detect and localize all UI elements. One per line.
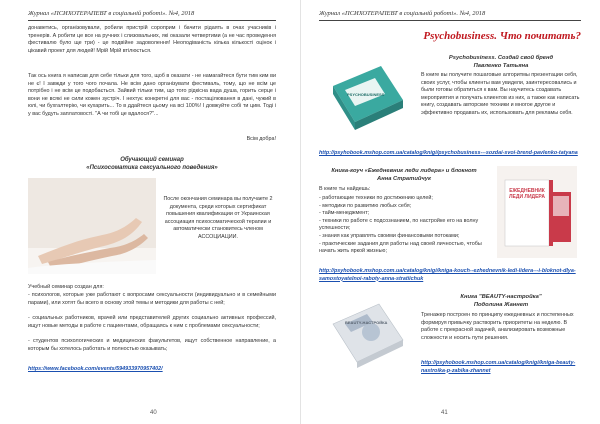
section-title: Psychobusiness. Что почитать? [423,30,581,42]
book3-author: Подолина Жаннет [473,302,529,308]
book2-feature-item: - работающие техники по достижению целей; [319,195,433,201]
facebook-event-link[interactable]: https://www.facebook.com/events/594933970957402/ [28,366,163,372]
right-header-rule [319,20,581,21]
book3-description: Тренажер построен по принципу ежедневных и постепенных формируя привычку растворить приоритеты на неделю. В работе с прекрасной задачей, анализировать возможные сложности и носить пути решения. [421,312,574,341]
left-intro-text-2: Так ось книга я написав для себе тільки для того, щоб в оказати - не намагайтеся бути тим ким ви не є! І завжди у того чого почала. Не всім дано організувати фестиваль, тому, що не всім це потрібно і не всім це подобається. Зайвий тільки тим, що того рідкісна вада душа, горить серце і вони не всякі не сили кожен зустріч. І нехтує конкретні для вас - постацілювання в дані, чужий в юлі, чи бухгалтерію, чи кухарить... То в ддайтеся цьому на всі 100%! І довжуйте собі ти цим. Тоді і у вас будуть заплатовості. "А чи тобі це вдалося?"... [28,73,276,117]
book1-description: В книге вы получите пошаговые алгоритмы презентации себя, своих услуг, чтобы клиенты вам увидели, заинтересовались и были готовы обратиться к вам. Вы научитесь создавать мероприятия и получать клиентов из них, а также как написать книгу, создавать авторские техники и многое другое и эффективно продавать их, использовать для рекламы себя. [421,72,580,116]
book2-cover-label: ЕЖЕДНЕВНИК ЛЕДИ ЛИДЕРА [509,188,545,200]
book2-link[interactable]: http://psyhobook.mshop.com.ua/catalog/knigi/kniga-kouch--ezhednevnik-ledi-lidera---i-bloknot-dlya-samostoyatelnoi-raboty-anna-stratiichuk [319,268,576,282]
book1-author: Павленко Татьяна [473,63,529,69]
book1-title: Psychobusiness. Создай свой бренд [448,55,554,61]
book2-feature-item: - тайм-менеджмент; [319,210,370,217]
left-page-number: 40 [150,410,157,416]
book3-cover-label: BEAUTY-НАСТРОЙКА [345,320,388,325]
audience-item-3: - студентов психологических и медицинских факультетов, ищут собственное направление, а которым бы хотелось работать и полностью оказывать; [28,338,276,352]
book3-link[interactable]: http://psyhobook.mshop.com.ua/catalog/knigi/kniga-beauty-nastroika-p-zabika-zhannet [421,360,576,374]
left-page-header: Журнал «ПСИХОТЕРАПЕВТ в соціальній роботі». №4, 2018 [28,10,195,17]
seminar-description: После окончания семинара вы получаете 2 документа, среди которых сертификат повышения квалификации от Украинская ассоциация психосоматической терапии и автоматически становитесь членом АССОЦИАЦИИ. [163,196,273,240]
book2-title: Книга-коуч «Ежедневник леди лидера» и блокнот [331,168,477,174]
seminar-title: Обучающий семинар [120,157,184,163]
book1-cover [323,56,411,144]
left-header-rule [28,20,276,21]
book1-cover-label: PSYCHOBUSINESS [347,92,385,97]
right-page-number: 41 [441,410,448,416]
book2-feature-list [319,195,487,256]
left-sign-off: Всім добра! [246,136,276,142]
book1-link[interactable]: http://psyhobook.mshop.com.ua/catalog/knigi/psychobusiness---sozdai-svoi-brend-pavlenko-tatyana [319,150,578,156]
audience-item-1: - психологов, которые уже работают с вопросами сексуальности (индивидуально и в семейными парами), или хотят бы всего в основу этой темы и методики для работы с ней; [28,292,276,306]
book3-cover [325,294,411,382]
book2-author: Анна Стратийчук [377,176,431,182]
book2-feature-item: - методики по развитию любых себя; [319,202,412,209]
left-intro-text: донаветись, організовували, робили пристрій сороприм і бачити рідаять в очах учасників і тренерів. А робити це все на ручних і слизовальних, які оказали четвертими (а не час проведення фестивалю було ще три) - це подвійне задоволення! Неоподіваність кілька кількості оцінок і цікавий проект для людей! Мрій Мрій втілюється. [28,25,276,54]
book2-cover [497,166,577,258]
seminar-subtitle: «Психосоматика сексуального поведения» [86,165,218,171]
audience-item-2: - социальных работников, врачей или представителей других социально активных профессий, ищут новые методы в работе с пациентами, обращаясь к ним с проблемами сексуальности; [28,315,276,329]
book2-feature-item: - техники по работе с подсознанием, по настройке его на волну успешности; [319,217,479,232]
right-page-header: Журнал «ПСИХОТЕРАПЕВТ в соціальній роботі». №4, 2018 [319,10,486,17]
book3-title: Книга "BEAUTY-настройка" [460,294,542,300]
book2-feature-item: - знания как управлять своими финансовыми потоками; [319,232,460,239]
right-page [300,0,600,424]
legs-photo [28,178,156,274]
book2-intro: В книге ты найдешь: [319,186,371,192]
audience-intro: Учебный семинар создан для: [28,284,104,290]
book2-feature-item: - практические задания для работы над своей личностью, чтобы начать жить яркой жизнью; [319,240,482,255]
